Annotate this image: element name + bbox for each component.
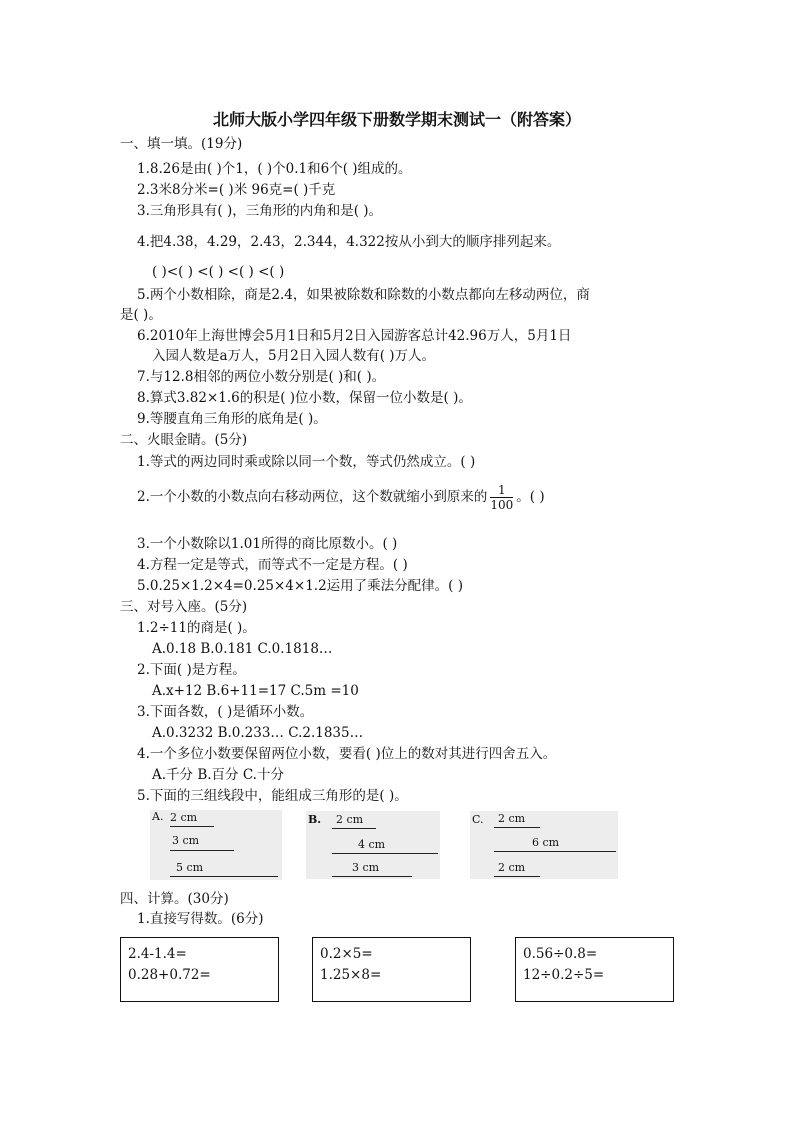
segment-option-c: C. (472, 813, 484, 826)
question-2-4: 4.方程一定是等式，而等式不一定是方程。( ) (137, 557, 408, 573)
segment-b-top-label: 2 cm (336, 813, 364, 826)
calc-box-2 (312, 937, 471, 1002)
question-1-8: 8.算式3.82×1.6的积是( )位小数，保留一位小数是( )。 (137, 390, 472, 406)
segment-option-a: A. (152, 810, 164, 823)
segment-a-top-line (170, 826, 214, 827)
question-4-1: 1.直接写得数。(6分) (137, 911, 264, 927)
fraction-one-hundredth (490, 483, 513, 512)
segment-option-b: B. (308, 813, 322, 826)
calc-box-1-line-2: 0.28+0.72= (128, 967, 211, 983)
question-3-4-options: A.千分 B.百分 C.十分 (152, 767, 284, 783)
segment-group-a (150, 810, 282, 880)
section-2-heading: 二、火眼金睛。(5分) (120, 432, 248, 448)
segment-b-bottom-label: 3 cm (352, 861, 380, 874)
question-3-2-options: A.x+12 B.6+11=17 C.5m =10 (152, 683, 359, 699)
question-3-4: 4.一个多位小数要保留两位小数，要看( )位上的数对其进行四舍五入。 (137, 746, 557, 762)
question-2-2-answer: 。( ) (516, 489, 545, 505)
question-1-6-line2: 入园人数是a万人，5月2日入园人数有( )万人。 (152, 348, 436, 364)
question-2-3: 3.一个小数除以1.01所得的商比原数小。( ) (137, 536, 398, 552)
question-1-5-line1: 5.两个小数相除，商是2.4，如果被除数和除数的小数点都向左移动两位，商 (137, 287, 590, 303)
question-3-3: 3.下面各数，( )是循环小数。 (137, 704, 314, 720)
calc-box-3-line-2: 12÷0.2÷5= (523, 967, 605, 983)
question-2-5: 5.0.25×1.2×4=0.25×4×1.2运用了乘法分配律。( ) (137, 578, 463, 594)
segment-group-b (306, 811, 440, 879)
question-1-7: 7.与12.8相邻的两位小数分别是( )和( )。 (137, 369, 386, 385)
question-1-9: 9.等腰直角三角形的底角是( )。 (137, 411, 327, 427)
question-1-3: 3.三角形具有( )，三角形的内角和是( )。 (137, 203, 383, 219)
page-title: 北师大版小学四年级下册数学期末测试一（附答案） (212, 110, 581, 129)
segment-b-bottom-line (332, 876, 412, 877)
question-1-4: 4.把4.3̇8̇，4.2̇9̇，2.43，2.344，4.322按从小到大的顺序排列起来。 (137, 234, 561, 250)
segment-a-bottom-label: 5 cm (176, 861, 204, 874)
section-3-heading: 三、对号入座。(5分) (120, 599, 248, 615)
segment-c-bottom-line (494, 876, 540, 877)
segment-c-top-label: 2 cm (498, 812, 526, 825)
calc-box-3 (515, 937, 674, 1002)
calc-box-2-line-1: 0.2×5= (320, 946, 373, 962)
question-1-5-line2: 是( )。 (120, 307, 162, 323)
question-1-2: 2.3米8分米=( )米 96克=( )千克 (137, 182, 336, 198)
segment-a-bottom-line (170, 876, 278, 877)
question-2-1: 1.等式的两边同时乘或除以同一个数，等式仍然成立。( ) (137, 454, 476, 470)
segment-a-mid-label: 3 cm (172, 834, 200, 847)
segment-b-mid-line (332, 853, 438, 854)
segment-a-top-label: 2 cm (170, 811, 198, 824)
segment-c-top-line (494, 827, 540, 828)
segment-a-mid-line (170, 850, 234, 851)
calc-box-2-line-2: 1.25×8= (320, 967, 382, 983)
segment-c-bottom-label: 2 cm (498, 861, 526, 874)
question-3-5: 5.下面的三组线段中，能组成三角形的是( )。 (137, 788, 408, 804)
question-1-6-line1: 6.2010年上海世博会5月1日和5月2日入园游客总计42.96万人，5月1日 (137, 328, 572, 344)
calc-box-1-line-1: 2.4-1.4= (128, 946, 187, 962)
question-2-2 (137, 483, 545, 512)
section-4-heading: 四、计算。(30分) (120, 891, 229, 907)
calc-box-1 (120, 937, 279, 1002)
section-1-heading: 一、填一填。(19分) (120, 136, 243, 152)
question-3-1-options: A.0.18 B.0.181 C.0.1818… (152, 641, 333, 657)
segment-c-mid-line (494, 851, 616, 852)
question-3-3-options: A.0.3232 B.0.233… C.2.1835… (152, 725, 364, 741)
segment-c-mid-label: 6 cm (532, 836, 560, 849)
question-2-2-text: 2.一个小数的小数点向右移动两位，这个数就缩小到原来的 (137, 489, 488, 505)
fraction-denominator: 100 (490, 498, 514, 512)
segment-b-mid-label: 4 cm (358, 838, 386, 851)
question-1-4-blanks: ( )<( ) <( ) <( ) <( ) (152, 264, 285, 280)
calc-box-3-line-1: 0.56÷0.8= (523, 946, 598, 962)
question-1-1: 1.8.26是由( )个1，( )个0.1和6个( )组成的。 (137, 161, 412, 177)
question-3-1: 1.2÷11的商是( )。 (137, 620, 256, 636)
segment-b-top-line (332, 828, 376, 829)
fraction-numerator: 1 (490, 483, 513, 498)
segment-group-c (470, 811, 618, 879)
question-3-2: 2.下面( )是方程。 (137, 662, 246, 678)
